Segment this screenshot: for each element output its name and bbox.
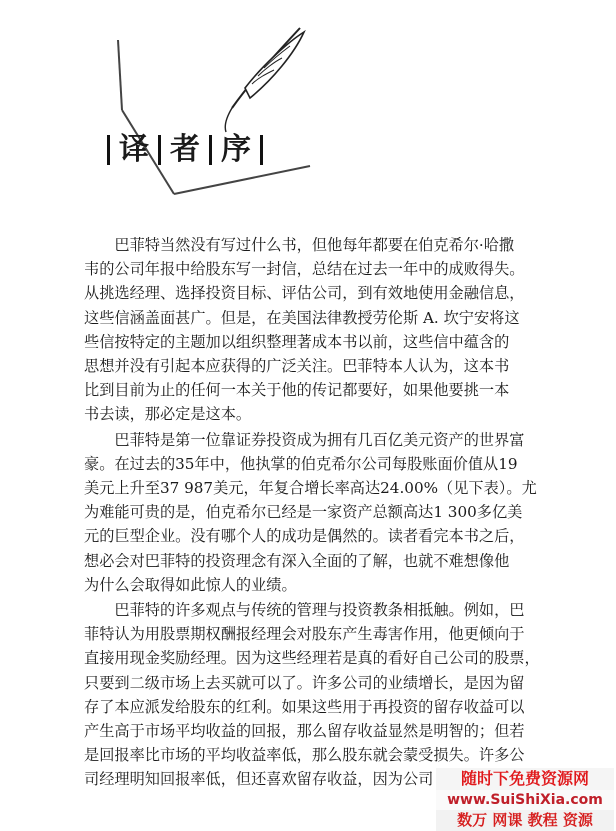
text-line: 元的巨型企业。没有哪个人的成功是偶然的。读者看完本书之后， <box>84 527 525 546</box>
text-line: 思想并没有引起本应获得的广泛关注。巴菲特本人认为，这本书 <box>84 357 510 376</box>
watermark-url-box <box>436 790 614 810</box>
text-line: 从挑选经理、选择投资目标、评估公司，到有效地使用金融信息， <box>84 284 525 303</box>
text-line: 存了本应派发给股东的红利。如果这些用于再投资的留存收益可以 <box>84 697 525 716</box>
frame-line-bottom <box>174 166 310 194</box>
text-line: 巴菲特的许多观点与传统的管理与投资教条相抵触。例如，巴 <box>114 601 525 620</box>
text-line: 只要到二级市场上去买就可以了。许多公司的业绩增长，是因为留 <box>84 673 525 692</box>
text-line: 书去读，那必定是这本。 <box>84 405 252 424</box>
text-line: 想必会对巴菲特的投资理念有深入全面的了解，也就不难想像他 <box>84 551 510 570</box>
quill-feather-icon <box>225 28 304 132</box>
text-line: 巴菲特是第一位靠证券投资成为拥有几百亿美元资产的世界富 <box>114 430 525 449</box>
text-line: 为什么会取得如此惊人的业绩。 <box>84 575 297 594</box>
text-line: 菲特认为用股票期权酬报经理会对股东产生毒害作用，他更倾向于 <box>84 625 525 644</box>
text-line: 些信按特定的主题加以组织整理著成本书以前，这些信中蕴含的 <box>84 332 510 351</box>
paragraph <box>84 598 554 792</box>
title-char: 序 <box>221 132 251 167</box>
text-line: 豪。在过去的35年中，他执掌的伯克希尔公司每股账面价值从19 <box>84 454 518 473</box>
paragraph <box>84 428 554 597</box>
text-line: 美元上升至37 987美元，年复合增长率高达24.00%（见下表）。尤 <box>84 479 537 498</box>
text-line: 司经理明知回报率低，但还喜欢留存收益，因为公司 <box>84 770 434 789</box>
title-bar <box>260 135 263 165</box>
title-char: 者 <box>170 132 200 167</box>
text-line: 为难能可贵的是，伯克希尔已经是一家资产总额高达1 300多亿美 <box>84 503 523 522</box>
text-line: 是回报率比市场的平均收益率低，那么股东就会蒙受损失。许多公 <box>84 746 525 765</box>
text-line: 巴菲特当然没有写过什么书，但他每年都要在伯克希尔·哈撒 <box>114 236 515 254</box>
body-text <box>84 233 554 793</box>
text-line: 产生高于市场平均收益的回报，那么留存收益显然是明智的；但若 <box>84 722 525 741</box>
text-line: 这些信涵盖面甚广。但是，在美国法律教授劳伦斯 A. 坎宁安将这 <box>84 308 520 327</box>
watermark-site-name: 随时下免费资源网 <box>460 769 589 788</box>
text-line: 比到目前为止的任何一本关于他的传记都要好，如果他要挑一本 <box>84 381 510 400</box>
watermark-tagline-box <box>436 810 614 831</box>
title-bar <box>107 135 110 165</box>
watermark-banner <box>436 768 614 790</box>
title-char: 译 <box>119 132 149 167</box>
text-line: 直接用现金奖励经理。因为这些经理若是真的看好自己公司的股票， <box>84 649 540 668</box>
title-bar <box>158 135 161 165</box>
title-bar <box>209 135 212 165</box>
paragraph <box>84 233 554 427</box>
text-line: 韦的公司年报中给股东写一封信，总结在过去一年中的成败得失。 <box>84 260 525 279</box>
preface-title <box>98 130 272 170</box>
watermark-tagline: 数万 网课 教程 资源 <box>457 811 593 829</box>
frame-line-left <box>118 40 122 110</box>
watermark-url: www.SuiShiXia.com <box>447 792 603 808</box>
